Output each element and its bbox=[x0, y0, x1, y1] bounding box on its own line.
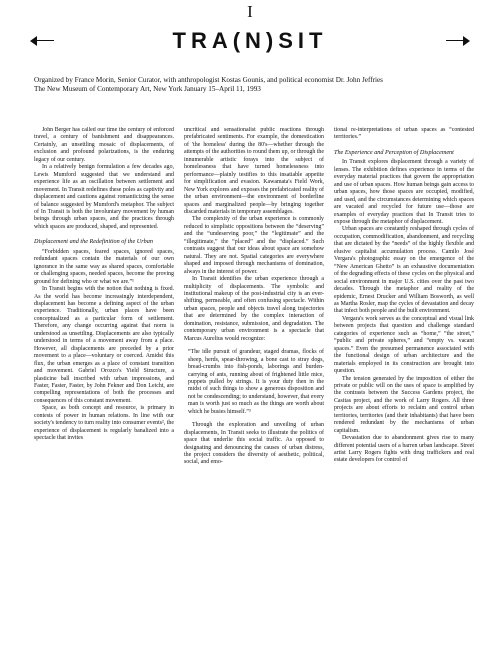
paragraph: Devastation due to abandonment gives rise to many different potential users of a barren urban landscape. Street artist Larry Rogers fights with drug traffickers and real estate developers for control of bbox=[334, 435, 474, 464]
section-heading: Displacement and the Redefinition of the Urban bbox=[34, 238, 153, 246]
paragraph: In Transit explores displacement through a variety of lenses. The exhibition defines experience in terms of the everyday material practices that govern the appropriation and use of urban spaces. How human beings gain access to urban spaces, how those spaces are occupied, modified, and used, and the circumstances determining which spaces are vacated and recycled for future use—those are examples of everyday practices that In Transit tries to expose through the metaphor of displacement. bbox=[334, 159, 474, 225]
paragraph: John Berger has called our time the century of enforced travel, a century of banishment and disappearances. Certainly, an unsettling mosaic of displacements, of exclusion and profound polarizations, is the enduring legacy of our century. bbox=[34, 127, 174, 163]
page-title: TRA(N)SIT bbox=[172, 28, 328, 53]
paragraph: In a relatively benign formulation a few decades ago, Lewis Mumford suggested that we understand and experience life as an oscillation between settlement and movement. In Transit redefines these poles as captivity and displacement and cautions against romanticizing the sense of balance suggested by Mumford's metaphor. The subject of In Transit is both the involuntary movement by human beings through urban spaces, and the practices through which spaces are produced, shaped, and represented. bbox=[34, 164, 174, 230]
page-number: I bbox=[247, 2, 253, 21]
column-2 bbox=[184, 127, 324, 642]
credit-line-2: The New Museum of Contemporary Art, New York January 15–April 11, 1993 bbox=[34, 85, 261, 93]
paragraph: Vergara's work serves as the conceptual and visual link between projects that question and challenge standard categories of experience such as “home,” “the street,” “public and private spheres,” and “empty vs. vacant spaces.” Even the presumed permanence associated with the functional design of urban architecture and the materials employed in its construction are brought into question. bbox=[334, 315, 474, 375]
body-columns bbox=[34, 127, 474, 642]
column-3 bbox=[334, 127, 474, 642]
paragraph: The tension generated by the imposition of either the private or public will on the uses of space is amplified by the contrasts between the Success Gardens project, the Casitas project, and the work of Larry Rogers. All three projects are about efforts to reclaim and control urban territories, territories (and their inhabitants) that have been rendered redundant by the mechanisms of urban capitalism. bbox=[334, 375, 474, 434]
column-1 bbox=[34, 127, 174, 642]
paragraph: tional re-interpretations of urban spaces as “contested territories.” bbox=[334, 127, 474, 141]
section-heading: The Experience and Perception of Displacement bbox=[334, 148, 454, 156]
paragraph: uncritical and sensationalist public reactions through prefabricated sentiments. For example, the domestication of 'the homeless' during the 80's—whether through the attempts of the authorities to round them up, or through the innumerable artistic forays into the subject of homelessness that have turned homelessness into performance—plainly testifies to this insatiable appetite for simplification and evasion. Kawamata's Field Work, New York explores and exposes the prefabricated reality of the urban environment—the environment of borderline spaces and marginalized people—by bringing together discarded materials in temporary assemblages. bbox=[184, 127, 324, 215]
paragraph: Urban spaces are constantly reshaped through cycles of occupation, commodification, abandonment, and recycling that are dictated by the “needs” of the highly flexible and elusive capitalist accumulation process. Camilo José Vergara's photographic essay on the emergence of the “New American Ghetto” is an exhaustive documentation of the degrading effects of these cycles on the physical and social environment in major U.S. cities over the past two decades. Through the metaphor and reality of the epidemic, Ernest Drucker and William Bosworth, as well as Martha Rosler, map the cycles of devastation and decay that infect both people and the built environment. bbox=[334, 226, 474, 315]
credit-block bbox=[34, 76, 474, 94]
paragraph: The complexity of the urban experience is commonly reduced to simplistic oppositions between the “deserving” and the “undeserving poor,” the “legitimate” and the “illegitimate,” the “placed” and the “displaced.” Such contrasts suggest that our ideas about space are somehow natural. They are not. Spatial categories are everywhere shaped and imposed through mechanisms of domination, always in the interest of power. bbox=[184, 216, 324, 275]
block-quote: “The idle pursuit of grandeur, staged dramas, flocks of sheep, herds, spear-throwing, a bone cast to stray dogs, bread-crumbs into fish-ponds, laborings and burden-carrying of ants, running about of frightened little mice, puppets pulled by strings. It is your duty then in the midst of such things to show a generous disposition and not be condescending; to understand, however, that every man is worth just so much as the things are worth about which he busies himself.”³ bbox=[188, 349, 324, 415]
paragraph: Through the exploration and unveiling of urban displacements, In Transit seeks to illustrate the politics of space that underlie this social traffic. As opposed to designating and denouncing the causes of urban distress, the project considers the diversity of aesthetic, political, social, and emo- bbox=[184, 422, 324, 466]
credit-line-1: Organized by France Morin, Senior Curator, with anthropologist Kostas Gounis, and political economist Dr. John Jeffries bbox=[34, 76, 383, 84]
paragraph: “Forbidden spaces, feared spaces, ignored spaces, redundant spaces contain the materials of our own ignorance in the same way as shared spaces, comfortable or challenging spaces, needed spaces, become the proving ground for defining who or what we are.”¹ bbox=[34, 248, 174, 285]
paragraph: Space, as both concept and resource, is primary in contests of power in human relations. In line with our society's tendency to turn reality into consumer events², the experience of displacement is regularly banalized into a spectacle that invites bbox=[34, 405, 174, 442]
paragraph: In Transit identifies the urban experience through a multiplicity of displacements. The symbolic and institutional makeup of the post-industrial city is an ever-shifting, permeable, and often confusing spectacle. Within urban spaces, people and objects travel along trajectories that are determined by the complex interaction of domination, resistance, submission, and degradation. The contemporary urban environment is a spectacle that Marcus Aurelius would recognize: bbox=[184, 276, 324, 342]
paragraph: In Transit begins with the notion that nothing is fixed. As the world has become increasingly interdependent, displacement has become a defining aspect of the urban experience. Traditionally, urban places have been conceptualized as a particular form of settlement. Therefore, any change occurring against that norm is understood as unsettling. Displacements are also typically understood in terms of a movement away from a place. However, all displacements are preceded by a prior movement to a place—voluntary or coerced. Amidst this flux, the urban emerges as a place of constant transition and movement. Gabriel Orozco's Yield Structure, a plasticine ball inscribed with urban impressions, and Faster, Faster, Faster, by John Fekner and Don Leicht, are compelling representations of both the processes and consequences of this constant movement. bbox=[34, 286, 174, 404]
